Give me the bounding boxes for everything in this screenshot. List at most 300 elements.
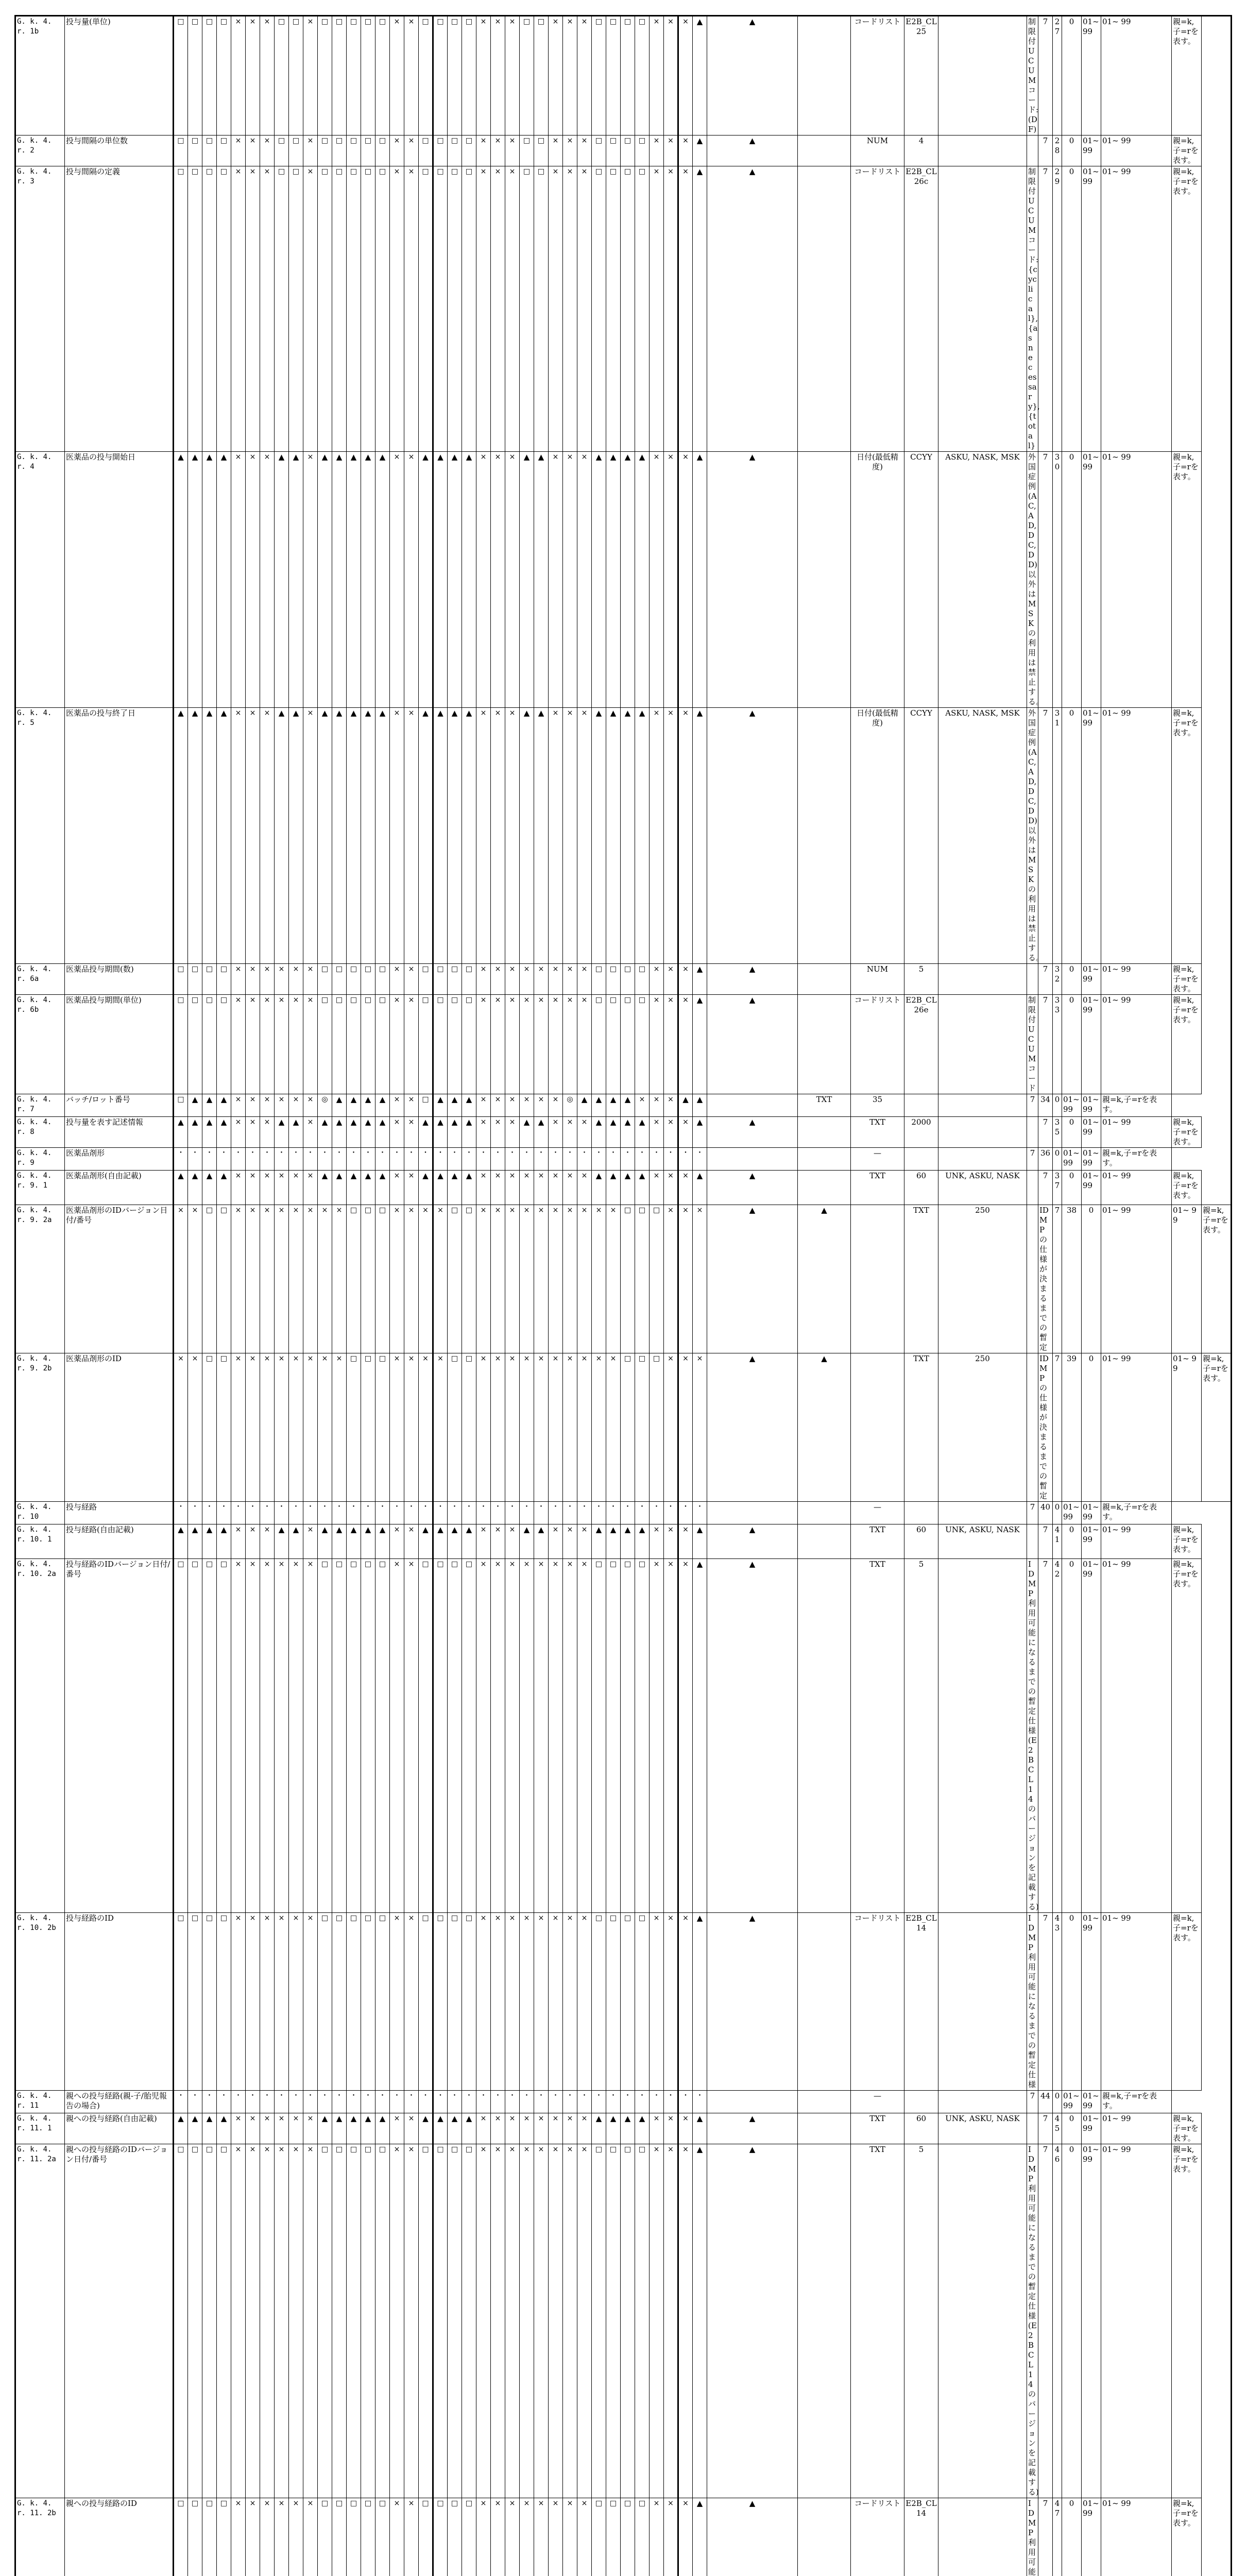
mark-cell: □ <box>332 1559 347 1913</box>
mark-cell: □ <box>621 1559 635 1913</box>
mark-cell: × <box>275 1353 289 1502</box>
condition-cell <box>798 16 851 135</box>
mark-cell: × <box>505 1205 520 1353</box>
mark-cell: □ <box>433 166 448 452</box>
mark-cell: □ <box>318 995 332 1094</box>
repeat-max-cell: 01~ 99 <box>1101 135 1172 166</box>
mark-cell: × <box>520 1559 534 1913</box>
mark-cell: □ <box>332 1913 347 2091</box>
mark-cell: ・ <box>476 1148 491 1171</box>
mark-cell: × <box>491 1524 505 1559</box>
mark-cell: ・ <box>577 2091 592 2113</box>
mark-cell: ▲ <box>289 1524 303 1559</box>
mark-cell: ・ <box>520 2091 534 2113</box>
mark-cell: □ <box>650 1205 664 1353</box>
mark-cell: × <box>664 2113 678 2144</box>
col-b-cell: 42 <box>1053 1559 1062 1913</box>
mark-cell: ▲ <box>419 1117 433 1148</box>
note-cell: IDMPの仕様が決まるまでの暫定 <box>1038 1205 1053 1353</box>
mark-cell: × <box>476 2113 491 2144</box>
mark-cell: × <box>577 964 592 995</box>
col-a-cell: 7 <box>1027 2091 1038 2113</box>
mark-cell: ▲ <box>188 2113 202 2144</box>
mark-cell: □ <box>332 16 347 135</box>
mark-cell: ▲ <box>592 452 606 708</box>
mark-cell: ・ <box>433 1148 448 1171</box>
mark-cell: × <box>433 1353 448 1502</box>
mark-cell: × <box>650 995 664 1094</box>
mark-cell: ▲ <box>188 452 202 708</box>
mark-cell: × <box>505 2144 520 2498</box>
repeat-max-cell: 01~ 99 <box>1082 1094 1101 1117</box>
mark-cell: □ <box>592 1913 606 2091</box>
mark-cell: × <box>404 2498 419 2576</box>
mark-cell: × <box>491 166 505 452</box>
item-name-cell: 親への投与経路(自由記載) <box>65 2113 174 2144</box>
mark-cell: □ <box>419 2498 433 2576</box>
mark-cell: ・ <box>231 1502 246 1524</box>
col-a-cell: 7 <box>1027 1094 1038 1117</box>
mark-cell: ▲ <box>347 1117 361 1148</box>
note-cell <box>1027 964 1038 995</box>
mark-cell: ▲ <box>635 452 650 708</box>
mark-cell: ・ <box>621 1502 635 1524</box>
col-b-cell: 37 <box>1053 1171 1062 1205</box>
note-cell <box>938 2091 1027 2113</box>
mark-cell: × <box>404 1559 419 1913</box>
mark-cell: × <box>549 1171 563 1205</box>
mark-cell: × <box>520 1913 534 2091</box>
mark-cell: □ <box>592 16 606 135</box>
note-cell <box>938 1502 1027 1524</box>
mark-cell: ・ <box>188 2091 202 2113</box>
mark-cell: × <box>289 1205 303 1353</box>
mark-cell: × <box>650 166 664 452</box>
mark-cell: □ <box>361 1353 375 1502</box>
repeat-min-cell: 01~ 99 <box>1082 995 1101 1094</box>
mark-cell: × <box>303 1117 318 1148</box>
mark-cell: × <box>231 2498 246 2576</box>
mark-cell: □ <box>592 135 606 166</box>
mark-cell: □ <box>361 1559 375 1913</box>
mark-cell: ▲ <box>635 708 650 964</box>
mark-cell: × <box>678 166 693 452</box>
mark-cell: ▲ <box>202 2113 217 2144</box>
mark-cell: ・ <box>678 2091 693 2113</box>
mark-cell: □ <box>202 135 217 166</box>
mark-cell: □ <box>419 16 433 135</box>
mark-cell: × <box>678 1559 693 1913</box>
mark-cell: □ <box>202 2144 217 2498</box>
length-cell: 5 <box>904 1559 938 1913</box>
mark-cell: × <box>664 2498 678 2576</box>
data-type-cell <box>798 1502 851 1524</box>
mark-cell: □ <box>606 16 621 135</box>
mark-cell: ▲ <box>361 1094 375 1117</box>
mark-cell: × <box>491 708 505 964</box>
mark-cell: □ <box>332 964 347 995</box>
mark-cell: × <box>303 452 318 708</box>
repeat-max-cell: 01~ 99 <box>1101 1913 1172 2091</box>
mark-cell: × <box>664 1094 678 1117</box>
mark-cell: ▲ <box>592 2113 606 2144</box>
data-type-cell: 日付(最低精度) <box>851 708 904 964</box>
mark-cell: ▲ <box>621 452 635 708</box>
mark-cell: □ <box>635 1353 650 1502</box>
mark-cell: × <box>275 2144 289 2498</box>
mark-cell: ▲ <box>462 1094 476 1117</box>
mark-cell: × <box>577 1559 592 1913</box>
mark-cell: □ <box>375 16 390 135</box>
condition-cell <box>798 166 851 452</box>
condition-cell <box>798 2113 851 2144</box>
mark-cell: □ <box>202 2498 217 2576</box>
mark-cell: ▲ <box>534 708 549 964</box>
repeat-min-cell: 01~ 99 <box>1082 708 1101 964</box>
mark-cell: ◎ <box>318 1094 332 1117</box>
mark-cell: × <box>563 1117 577 1148</box>
mark-cell: × <box>549 995 563 1094</box>
mark-cell: ▲ <box>592 708 606 964</box>
repeat-min-cell: 01~ 99 <box>1082 2498 1101 2576</box>
mark-cell: ▲ <box>217 2113 231 2144</box>
col-b-cell: 27 <box>1053 16 1062 135</box>
mark-cell: □ <box>202 166 217 452</box>
mark-cell: □ <box>462 166 476 452</box>
mark-cell: □ <box>419 135 433 166</box>
relation-cell: 親=k,子=rを表す。 <box>1172 1117 1202 1148</box>
mark-cell: × <box>404 1094 419 1117</box>
mark-cell: ▲ <box>448 1094 462 1117</box>
mark-cell: × <box>390 964 404 995</box>
mark-cell: □ <box>621 2144 635 2498</box>
mark-cell: × <box>433 1205 448 1353</box>
mark-cell: □ <box>606 135 621 166</box>
item-id-cell: G. k. 4. r. 9. 2a <box>15 1205 65 1353</box>
mark-cell: × <box>534 1913 549 2091</box>
mark-cell: □ <box>318 1913 332 2091</box>
col-c-cell: 0 <box>1062 2144 1082 2498</box>
mark-cell: □ <box>202 964 217 995</box>
col-c-cell: 0 <box>1053 1148 1062 1171</box>
mark-cell: □ <box>621 1913 635 2091</box>
mark-cell: □ <box>275 16 289 135</box>
mark-cell: × <box>650 1171 664 1205</box>
mark-cell: × <box>476 1171 491 1205</box>
spec-table <box>14 15 1232 2576</box>
mark-cell: □ <box>419 1094 433 1117</box>
col-c-cell: 0 <box>1053 1094 1062 1117</box>
mark-cell: × <box>275 2498 289 2576</box>
repeat-max-cell: 01~ 99 <box>1101 2144 1172 2498</box>
mark-cell: × <box>390 166 404 452</box>
mark-cell: × <box>260 2113 275 2144</box>
mark-cell: × <box>650 2144 664 2498</box>
mark-cell: ▲ <box>693 995 707 1094</box>
nullflavor-cell <box>938 1559 1027 1913</box>
data-type-cell: TXT <box>851 2113 904 2144</box>
mark-cell: ・ <box>332 2091 347 2113</box>
mark-cell: ・ <box>563 2091 577 2113</box>
mark-cell: ▲ <box>707 1205 798 1353</box>
mark-cell: × <box>592 1353 606 1502</box>
nullflavor-cell <box>1027 1205 1038 1353</box>
nullflavor-cell <box>938 166 1027 452</box>
relation-cell: 親=k,子=rを表す。 <box>1172 2113 1202 2144</box>
table-row <box>15 452 1232 708</box>
relation-cell: 親=k,子=rを表す。 <box>1172 16 1202 135</box>
mark-cell: ・ <box>534 1148 549 1171</box>
mark-cell: × <box>534 1205 549 1353</box>
mark-cell: ▲ <box>635 1524 650 1559</box>
mark-cell: ・ <box>275 2091 289 2113</box>
col-c-cell: 0 <box>1082 1353 1101 1502</box>
mark-cell: × <box>260 2498 275 2576</box>
mark-cell: × <box>476 166 491 452</box>
condition-cell <box>798 1559 851 1913</box>
repeat-max-cell: 01~ 99 <box>1101 995 1172 1094</box>
mark-cell: × <box>577 452 592 708</box>
mark-cell: ▲ <box>693 1524 707 1559</box>
mark-cell: □ <box>361 995 375 1094</box>
item-id-cell: G. k. 4. r. 9. 2b <box>15 1353 65 1502</box>
repeat-min-cell: 01~ 99 <box>1062 1502 1082 1524</box>
mark-cell: × <box>534 1094 549 1117</box>
nullflavor-cell: ASKU, NASK, MSK <box>938 452 1027 708</box>
data-type-cell: NUM <box>851 135 904 166</box>
table-row <box>15 708 1232 964</box>
mark-cell: ・ <box>246 1148 260 1171</box>
mark-cell: × <box>650 2113 664 2144</box>
mark-cell: ▲ <box>693 166 707 452</box>
mark-cell: ▲ <box>707 964 798 995</box>
mark-cell: × <box>678 1117 693 1148</box>
mark-cell: ▲ <box>433 1171 448 1205</box>
mark-cell: ・ <box>650 1148 664 1171</box>
data-type-cell: NUM <box>851 964 904 995</box>
mark-cell: × <box>664 135 678 166</box>
repeat-max-cell: 01~ 99 <box>1101 1117 1172 1148</box>
mark-cell: □ <box>448 1559 462 1913</box>
mark-cell: × <box>606 1205 621 1353</box>
mark-cell: ▲ <box>707 135 798 166</box>
nullflavor-cell <box>1027 1353 1038 1502</box>
mark-cell: ▲ <box>289 1117 303 1148</box>
mark-cell: × <box>491 1117 505 1148</box>
mark-cell: ・ <box>303 1148 318 1171</box>
mark-cell: × <box>549 16 563 135</box>
mark-cell: × <box>246 452 260 708</box>
relation-cell: 親=k,子=rを表す。 <box>1172 2144 1202 2498</box>
mark-cell: ▲ <box>707 1117 798 1148</box>
mark-cell: ▲ <box>217 1171 231 1205</box>
note-cell <box>938 1148 1027 1171</box>
mark-cell: ・ <box>635 1148 650 1171</box>
mark-cell: ・ <box>678 1502 693 1524</box>
mark-cell: × <box>231 1913 246 2091</box>
mark-cell: × <box>246 135 260 166</box>
mark-cell: ・ <box>650 1502 664 1524</box>
mark-cell: × <box>289 2113 303 2144</box>
mark-cell: □ <box>448 135 462 166</box>
mark-cell: × <box>260 1094 275 1117</box>
mark-cell: ▲ <box>361 452 375 708</box>
mark-cell: □ <box>621 1353 635 1502</box>
relation-cell: 親=k,子=rを表す。 <box>1172 135 1202 166</box>
mark-cell: × <box>419 1205 433 1353</box>
mark-cell: × <box>303 1171 318 1205</box>
mark-cell: × <box>678 16 693 135</box>
mark-cell: × <box>303 1205 318 1353</box>
repeat-max-cell: 01~ 99 <box>1101 1559 1172 1913</box>
item-name-cell: 親への投与経路(親-子/胎児報告の場合) <box>65 2091 174 2113</box>
mark-cell: × <box>664 1913 678 2091</box>
mark-cell: ・ <box>491 1148 505 1171</box>
col-c-cell: 0 <box>1062 135 1082 166</box>
mark-cell: × <box>563 166 577 452</box>
mark-cell: ・ <box>231 2091 246 2113</box>
mark-cell: × <box>549 708 563 964</box>
mark-cell: × <box>650 1117 664 1148</box>
mark-cell: × <box>563 2498 577 2576</box>
mark-cell: × <box>563 1171 577 1205</box>
col-b-cell: 28 <box>1053 135 1062 166</box>
mark-cell: □ <box>606 1913 621 2091</box>
mark-cell: × <box>260 2144 275 2498</box>
mark-cell: × <box>390 2113 404 2144</box>
data-type-cell: コードリスト <box>851 2498 904 2576</box>
mark-cell: × <box>549 452 563 708</box>
repeat-min-cell: 01~ 99 <box>1082 1117 1101 1148</box>
mark-cell: □ <box>347 135 361 166</box>
item-id-cell: G. k. 4. r. 11. 1 <box>15 2113 65 2144</box>
mark-cell: ・ <box>275 1148 289 1171</box>
relation-cell: 親=k,子=rを表す。 <box>1172 452 1202 708</box>
condition-cell <box>798 995 851 1094</box>
mark-cell: ・ <box>318 1148 332 1171</box>
mark-cell: □ <box>375 1559 390 1913</box>
col-c-cell: 0 <box>1062 995 1082 1094</box>
repeat-min-cell: 01~ 99 <box>1082 1913 1101 2091</box>
mark-cell: ▲ <box>621 708 635 964</box>
mark-cell: × <box>275 1559 289 1913</box>
item-name-cell: 親への投与経路のIDバージョン日付/番号 <box>65 2144 174 2498</box>
col-c-cell: 0 <box>1062 1559 1082 1913</box>
mark-cell: ・ <box>174 1502 188 1524</box>
mark-cell: □ <box>520 135 534 166</box>
mark-cell: ・ <box>448 2091 462 2113</box>
repeat-max-cell: 01~ 99 <box>1101 2498 1172 2576</box>
repeat-max-cell: 01~ 99 <box>1101 964 1172 995</box>
mark-cell: ・ <box>592 2091 606 2113</box>
mark-cell: × <box>476 1559 491 1913</box>
mark-cell: ▲ <box>592 1094 606 1117</box>
mark-cell: ▲ <box>347 452 361 708</box>
mark-cell: ▲ <box>520 708 534 964</box>
mark-cell: × <box>664 964 678 995</box>
mark-cell: ▲ <box>375 2113 390 2144</box>
mark-cell: × <box>505 135 520 166</box>
mark-cell: × <box>275 1205 289 1353</box>
mark-cell: × <box>650 2498 664 2576</box>
mark-cell: ・ <box>260 1502 275 1524</box>
mark-cell: ▲ <box>375 1524 390 1559</box>
mark-cell: × <box>534 2113 549 2144</box>
table-row <box>15 2498 1232 2576</box>
note-cell: IDMP利用可能になるまでの暫定仕様 <box>1027 1913 1038 2091</box>
mark-cell: ▲ <box>534 1117 549 1148</box>
mark-cell: ・ <box>549 1148 563 1171</box>
repeat-min-cell: 01~ 99 <box>1082 135 1101 166</box>
repeat-max-cell: 01~ 99 <box>1101 2113 1172 2144</box>
mark-cell: × <box>390 1094 404 1117</box>
mark-cell: □ <box>592 995 606 1094</box>
length-cell: E2B_CL14 <box>904 1913 938 2091</box>
mark-cell: ・ <box>664 2091 678 2113</box>
mark-cell: × <box>549 1559 563 1913</box>
length-cell: CCYY <box>904 452 938 708</box>
mark-cell: ・ <box>419 1502 433 1524</box>
mark-cell: × <box>505 16 520 135</box>
mark-cell: □ <box>332 135 347 166</box>
mark-cell: □ <box>318 2498 332 2576</box>
mark-cell: □ <box>433 1913 448 2091</box>
col-a-cell: 7 <box>1027 1502 1038 1524</box>
col-b-cell: 41 <box>1053 1524 1062 1559</box>
mark-cell: × <box>549 135 563 166</box>
nullflavor-cell: UNK, ASKU, NASK <box>938 2113 1027 2144</box>
relation-cell: 親=k,子=rを表す。 <box>1172 1524 1202 1559</box>
mark-cell: ▲ <box>318 2113 332 2144</box>
mark-cell: ▲ <box>606 452 621 708</box>
condition-cell <box>798 1913 851 2091</box>
mark-cell: × <box>505 2113 520 2144</box>
mark-cell: ▲ <box>202 708 217 964</box>
mark-cell: × <box>390 708 404 964</box>
mark-cell: □ <box>635 16 650 135</box>
mark-cell: □ <box>174 2498 188 2576</box>
mark-cell: × <box>563 1524 577 1559</box>
repeat-max-cell: 01~ 99 <box>1082 1148 1101 1171</box>
table-row <box>15 1171 1232 1205</box>
mark-cell: × <box>534 1559 549 1913</box>
mark-cell: ・ <box>448 1502 462 1524</box>
repeat-max-cell: 01~ 99 <box>1172 1205 1202 1353</box>
mark-cell: × <box>577 2144 592 2498</box>
mark-cell: ▲ <box>462 1524 476 1559</box>
mark-cell: ▲ <box>707 1913 798 2091</box>
item-id-cell: G. k. 4. r. 9 <box>15 1148 65 1171</box>
mark-cell: □ <box>174 1094 188 1117</box>
mark-cell: × <box>491 2498 505 2576</box>
mark-cell: × <box>260 1117 275 1148</box>
mark-cell: □ <box>462 2144 476 2498</box>
condition-cell <box>798 135 851 166</box>
table-row <box>15 2113 1232 2144</box>
mark-cell: × <box>275 964 289 995</box>
mark-cell: □ <box>347 1559 361 1913</box>
mark-cell: ・ <box>289 1148 303 1171</box>
mark-cell: □ <box>419 1913 433 2091</box>
mark-cell: × <box>260 1913 275 2091</box>
mark-cell: × <box>520 2144 534 2498</box>
mark-cell: × <box>260 1205 275 1353</box>
mark-cell: ▲ <box>606 1171 621 1205</box>
mark-cell: × <box>678 1171 693 1205</box>
repeat-max-cell: 01~ 99 <box>1101 452 1172 708</box>
mark-cell: ・ <box>404 1148 419 1171</box>
repeat-min-cell: 01~ 99 <box>1082 166 1101 452</box>
